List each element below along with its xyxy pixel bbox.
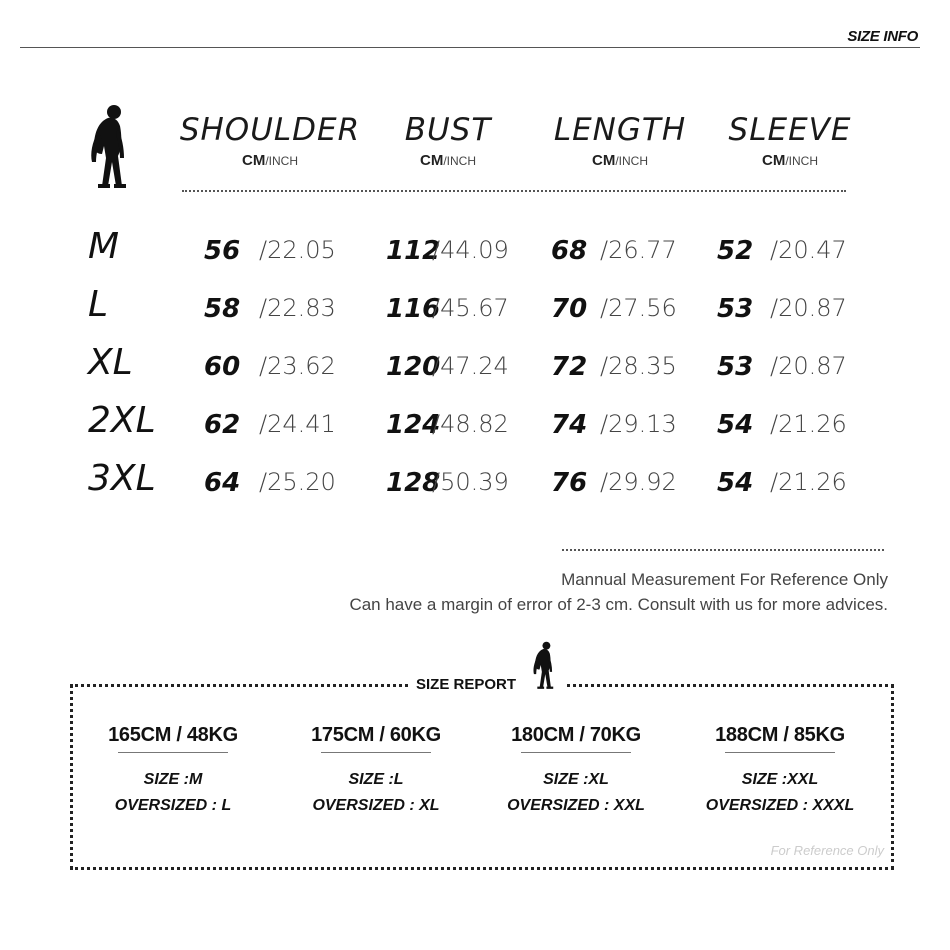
sleeve-cm: 54: [717, 468, 754, 498]
sleeve-cm: 52: [717, 236, 754, 266]
bust-cm: 120: [386, 352, 441, 382]
bust-inch: /50.39: [432, 468, 509, 496]
standing-figure-icon: [529, 640, 557, 690]
height-weight: 175CM / 60KG: [311, 724, 441, 746]
length-inch: /29.13: [600, 410, 677, 438]
sleeve-cm: 53: [717, 352, 754, 382]
sleeve-inch: /21.26: [770, 410, 847, 438]
sleeve-inch: /21.26: [770, 468, 847, 496]
column-header-bust: [348, 112, 548, 169]
length-cm: 70: [551, 294, 588, 324]
bust-inch: /48.82: [432, 410, 509, 438]
column-unit: CM/INCH: [591, 152, 648, 169]
length-inch: /28.35: [600, 352, 677, 380]
header-divider: [20, 47, 920, 48]
shoulder-inch: /25.20: [259, 468, 336, 496]
size-info-title: SIZE INFO: [847, 28, 918, 45]
recommended-size: SIZE :XL: [543, 771, 609, 788]
oversized-size: OVERSIZED : XL: [312, 797, 440, 814]
length-inch: /29.92: [600, 468, 677, 496]
shoulder-cm: 58: [204, 294, 241, 324]
notes-dotted-divider: [562, 549, 884, 551]
length-cm: 74: [551, 410, 588, 440]
column-name: LENGTH: [553, 112, 687, 148]
column-unit: CM/INCH: [241, 152, 298, 169]
oversized-size: OVERSIZED : XXXL: [705, 797, 855, 814]
recommended-size: SIZE :XXL: [741, 771, 819, 788]
size-label-xl: XL: [88, 342, 133, 383]
shoulder-inch: /22.05: [259, 236, 336, 264]
entry-underline: [321, 752, 431, 753]
size-label-m: M: [88, 226, 120, 267]
size-report-header: [408, 640, 564, 700]
report-entry: [481, 724, 671, 819]
shoulder-inch: /24.41: [259, 410, 336, 438]
bust-cm: 116: [386, 294, 441, 324]
shoulder-cm: 56: [204, 236, 241, 266]
column-name: SLEEVE: [728, 112, 852, 148]
report-entry: [78, 724, 268, 819]
size-label-2xl: 2XL: [88, 400, 156, 441]
length-cm: 72: [551, 352, 588, 382]
report-entry: [685, 724, 875, 819]
bust-inch: /44.09: [432, 236, 509, 264]
bust-cm: 128: [386, 468, 441, 498]
column-header-sleeve: [690, 112, 890, 169]
shoulder-cm: 62: [204, 410, 241, 440]
entry-underline: [118, 752, 228, 753]
sleeve-inch: /20.87: [770, 352, 847, 380]
reference-footnote: For Reference Only: [770, 843, 884, 858]
height-weight: 180CM / 70KG: [511, 724, 641, 746]
margin-note: Can have a margin of error of 2-3 cm. Consult with us for more advices.: [349, 595, 888, 614]
shoulder-cm: 60: [204, 352, 241, 382]
bust-cm: 124: [386, 410, 441, 440]
length-cm: 76: [551, 468, 588, 498]
bust-cm: 112: [386, 236, 441, 266]
standing-figure-icon: [84, 102, 132, 190]
length-inch: /27.56: [600, 294, 677, 322]
shoulder-inch: /22.83: [259, 294, 336, 322]
size-report-title: SIZE REPORT: [416, 676, 517, 693]
recommended-size: SIZE :M: [143, 771, 203, 788]
bust-inch: /47.24: [432, 352, 509, 380]
size-label-l: L: [88, 284, 109, 325]
column-unit: CM/INCH: [761, 152, 818, 169]
entry-underline: [521, 752, 631, 753]
bust-inch: /45.67: [432, 294, 509, 322]
shoulder-cm: 64: [204, 468, 241, 498]
oversized-size: OVERSIZED : L: [114, 797, 232, 814]
length-cm: 68: [551, 236, 588, 266]
column-name: SHOULDER: [179, 112, 361, 148]
entry-underline: [725, 752, 835, 753]
measurement-note: Mannual Measurement For Reference Only: [561, 570, 888, 589]
column-header-shoulder: [170, 112, 370, 169]
height-weight: 165CM / 48KG: [108, 724, 238, 746]
length-inch: /26.77: [600, 236, 677, 264]
sleeve-inch: /20.47: [770, 236, 847, 264]
sleeve-cm: 54: [717, 410, 754, 440]
report-entry: [281, 724, 471, 819]
sleeve-cm: 53: [717, 294, 754, 324]
recommended-size: SIZE :L: [348, 771, 404, 788]
column-name: BUST: [404, 112, 492, 148]
oversized-size: OVERSIZED : XXL: [507, 797, 645, 814]
sleeve-inch: /20.87: [770, 294, 847, 322]
column-unit: CM/INCH: [419, 152, 476, 169]
size-label-3xl: 3XL: [88, 458, 156, 499]
shoulder-inch: /23.62: [259, 352, 336, 380]
height-weight: 188CM / 85KG: [715, 724, 845, 746]
header-dotted-divider: [182, 190, 846, 192]
